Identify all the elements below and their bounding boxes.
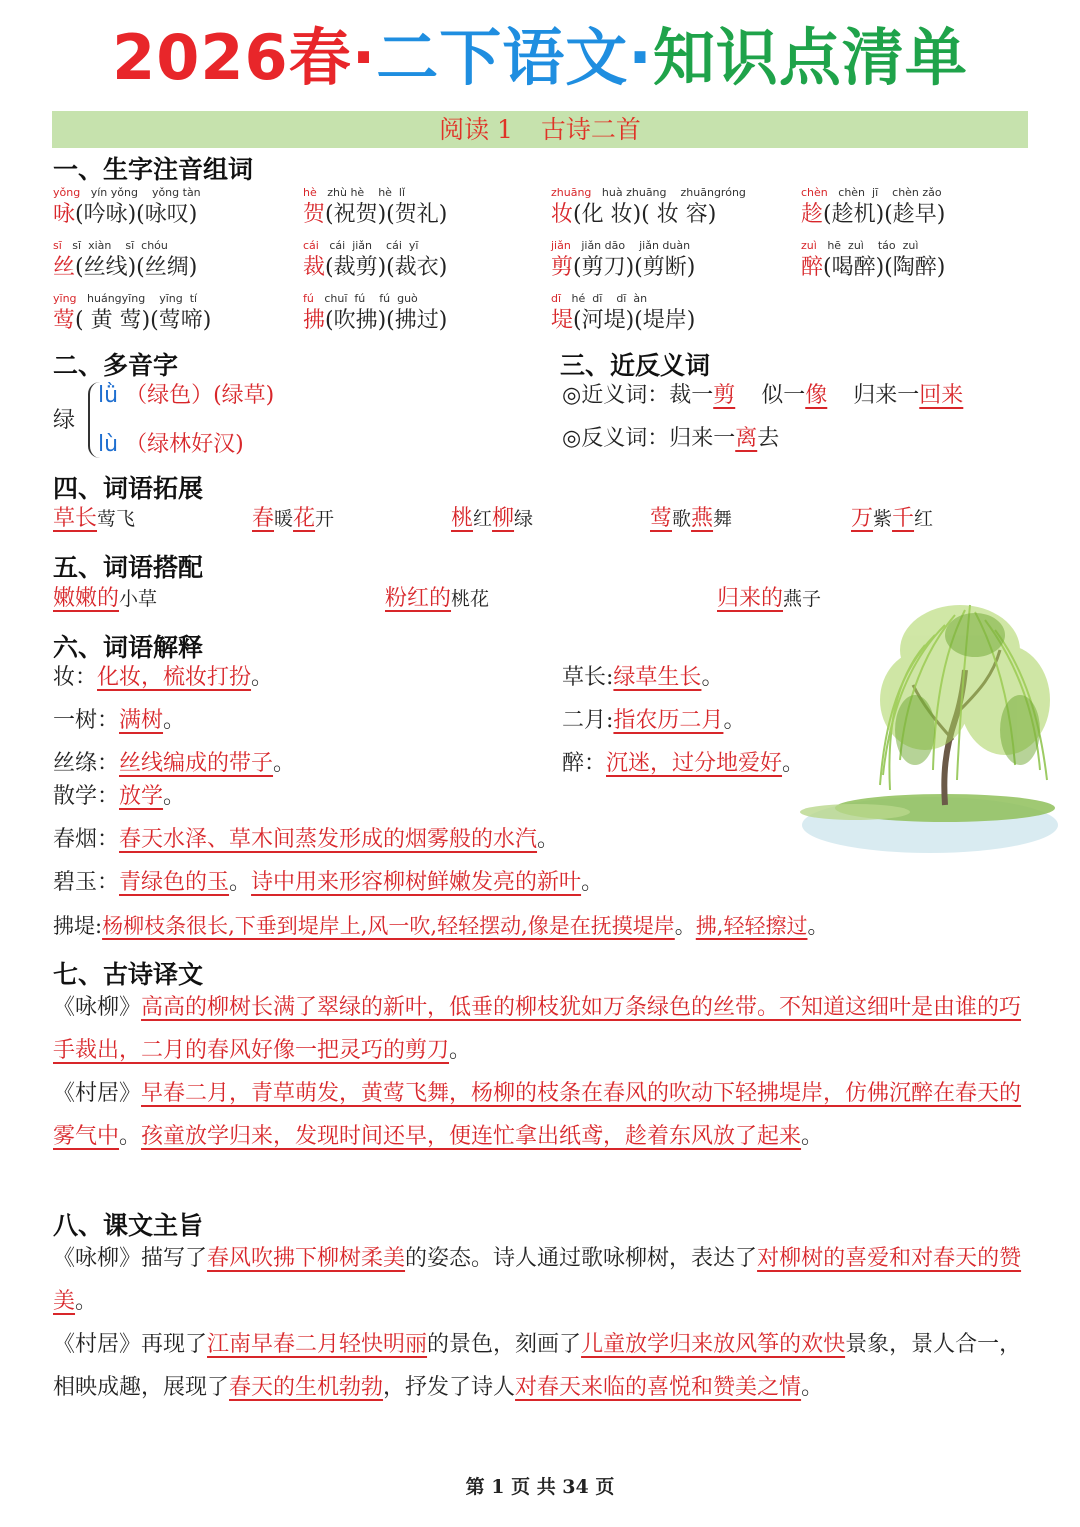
char-words: 裁(裁剪)(裁衣) [303,255,448,280]
char-words: 妆(化 妆)( 妆 容) [551,202,717,227]
lesson-name: 古诗二首 [540,115,641,144]
lesson-banner [52,111,1028,148]
syn-3-left: 归来一 [853,383,920,408]
expansion-idiom: 万紫千红 [851,506,934,531]
matching-phrase: 归来的燕子 [717,586,822,611]
char-words: 咏(吟咏)(咏叹) [53,202,198,227]
char-words: 贺(祝贺)(贺礼) [303,202,448,227]
section-heading-1: 一、生字注音组词 [53,155,254,184]
explain-zui: 醉：沉迷，过分地爱好。 [562,751,805,776]
char-words: 堤(河堤)(堤岸) [551,308,696,333]
char-entry [53,292,211,336]
char-words: 拂(吹拂)(拂过) [303,308,448,333]
explain-chunyan: 春烟：春天水泽、草木间蒸发形成的烟雾般的水汽。 [53,827,560,852]
char-entry [303,186,447,230]
pinyin-line: yīng huángyīng yīng tí [53,292,198,305]
char-words: 剪(剪刀)(剪断) [551,255,696,280]
char-words: 醉(喝醉)(陶醉) [801,255,946,280]
polyphone-reading-1 [98,381,274,411]
explain-fudi: 拂堤:杨柳枝条很长,下垂到堤岸上,风一吹,轻轻摆动,像是在抚摸堤岸。拂,轻轻擦过。 [53,914,829,938]
theme-yongliu: 《咏柳》描写了春风吹拂下柳树柔美的姿态。诗人通过歌咏柳树，表达了对柳树的喜爱和对春天的赞美。 [53,1246,1022,1314]
syn-1-right: 剪 [713,383,736,408]
explain-sitao: 丝绦：丝线编成的带子。 [53,751,296,776]
polyphone-reading-2 [98,430,244,460]
title-year: 2026春· [112,21,377,94]
pinyin-line: dī hé dī dī àn [551,292,648,305]
translation-yongliu: 《咏柳》高高的柳树长满了翠绿的新叶，低垂的柳枝犹如万条绿色的丝带。不知道这细叶是由谁的巧手裁出，二月的春风好像一把灵巧的剪刀。 [53,995,1022,1063]
explain-zhuang: 妆：化妆，梳妆打扮。 [53,665,274,690]
polyphone-char: 绿 [53,408,76,433]
section-heading-7: 七、古诗译文 [53,960,204,989]
section-heading-8: 八、课文主旨 [53,1211,204,1240]
explain-eryue: 二月:指农历二月。 [562,708,746,733]
pinyin-line: jiǎn jiǎn dāo jiǎn duàn [551,239,691,252]
page-footer: 第 1 页 共 34 页 [465,1476,615,1498]
page-title [0,22,1080,94]
char-entry [551,292,695,336]
pinyin-line: cái cái jiǎn cái yī [303,239,419,252]
explain-caozhang: 草长:绿草生长。 [562,665,724,690]
section-heading-5: 五、词语搭配 [53,553,204,582]
title-subject: 二下语文· [376,21,653,94]
syn-3-right: 回来 [919,383,964,408]
char-entry [801,239,945,283]
char-entry [303,292,447,336]
polyphone-words-1: （绿色）(绿草) [125,383,275,408]
polyphone-pinyin-1: lǜ [98,383,119,408]
syn-1-left: 裁一 [669,383,714,408]
pinyin-line: fú chuī fú fú guò [303,292,418,305]
ant-red: 离 [735,426,758,451]
char-entry [801,186,945,230]
synonyms-label: ◎近义词： [562,383,670,408]
ant-post: 去 [757,426,780,451]
pinyin-line: hè zhù hè hè lǐ [303,186,406,199]
polyphone-pinyin-2: lù [98,432,119,457]
char-entry [551,239,695,283]
char-words: 丝(丝线)(丝绸) [53,255,198,280]
section-heading-2: 二、多音字 [53,351,179,380]
expansion-idiom: 莺歌燕舞 [650,506,733,531]
pinyin-line: zhuāng huà zhuāng zhuāngróng [551,186,746,199]
char-entry [551,186,746,230]
section-heading-6: 六、词语解释 [53,633,204,662]
title-list: 知识点清单 [652,21,968,94]
lesson-number: 阅读 1 [439,115,513,144]
matching-phrase: 粉红的桃花 [385,586,490,611]
willow-tree-illustration [795,590,1060,860]
explain-yishu: 一树：满树。 [53,708,186,733]
explain-sanxue: 散学：放学。 [53,784,186,809]
expansion-idiom: 草长莺飞 [53,506,136,531]
polyphone-words-2: （绿林好汉) [125,432,244,457]
syn-2-left: 似一 [761,383,806,408]
pinyin-line: yǒng yín yǒng yǒng tàn [53,186,201,199]
synonyms-row [562,381,963,411]
char-entry [53,186,201,230]
antonyms-label: ◎反义词： [562,426,670,451]
theme-cunju: 《村居》再现了江南早春二月轻快明丽的景色，刻画了儿童放学归来放风筝的欢快景象，景人合一，相映成趣，展现了春天的生机勃勃，抒发了诗人对春天来临的喜悦和赞美之情。 [53,1332,1022,1400]
ant-left: 归来一 [669,426,736,451]
syn-2-right: 像 [805,383,828,408]
char-words: 趁(趁机)(趁早) [801,202,946,227]
antonyms-row [562,424,779,454]
section-heading-4: 四、词语拓展 [53,474,204,503]
expansion-idiom: 桃红柳绿 [451,506,534,531]
pinyin-line: sī sī xiàn sī chóu [53,239,168,252]
char-entry [53,239,197,283]
section-heading-3: 三、近反义词 [560,351,711,380]
explain-biyu: 碧玉：青绿色的玉。诗中用来形容柳树鲜嫩发亮的新叶。 [53,870,604,895]
expansion-idiom: 春暖花开 [252,506,335,531]
pinyin-line: zuì hē zuì táo zuì [801,239,919,252]
matching-phrase: 嫩嫩的小草 [53,586,158,611]
pinyin-line: chèn chèn jī chèn zǎo [801,186,942,199]
char-words: 莺( 黄 莺)(莺啼) [53,308,212,333]
char-entry [303,239,447,283]
translation-cunju: 《村居》早春二月，青草萌发，黄莺飞舞，杨柳的枝条在春风的吹动下轻拂堤岸，仿佛沉醉在春天的雾气中。孩童放学归来，发现时间还早，便连忙拿出纸鸢，趁着东风放了起来。 [53,1081,1022,1149]
